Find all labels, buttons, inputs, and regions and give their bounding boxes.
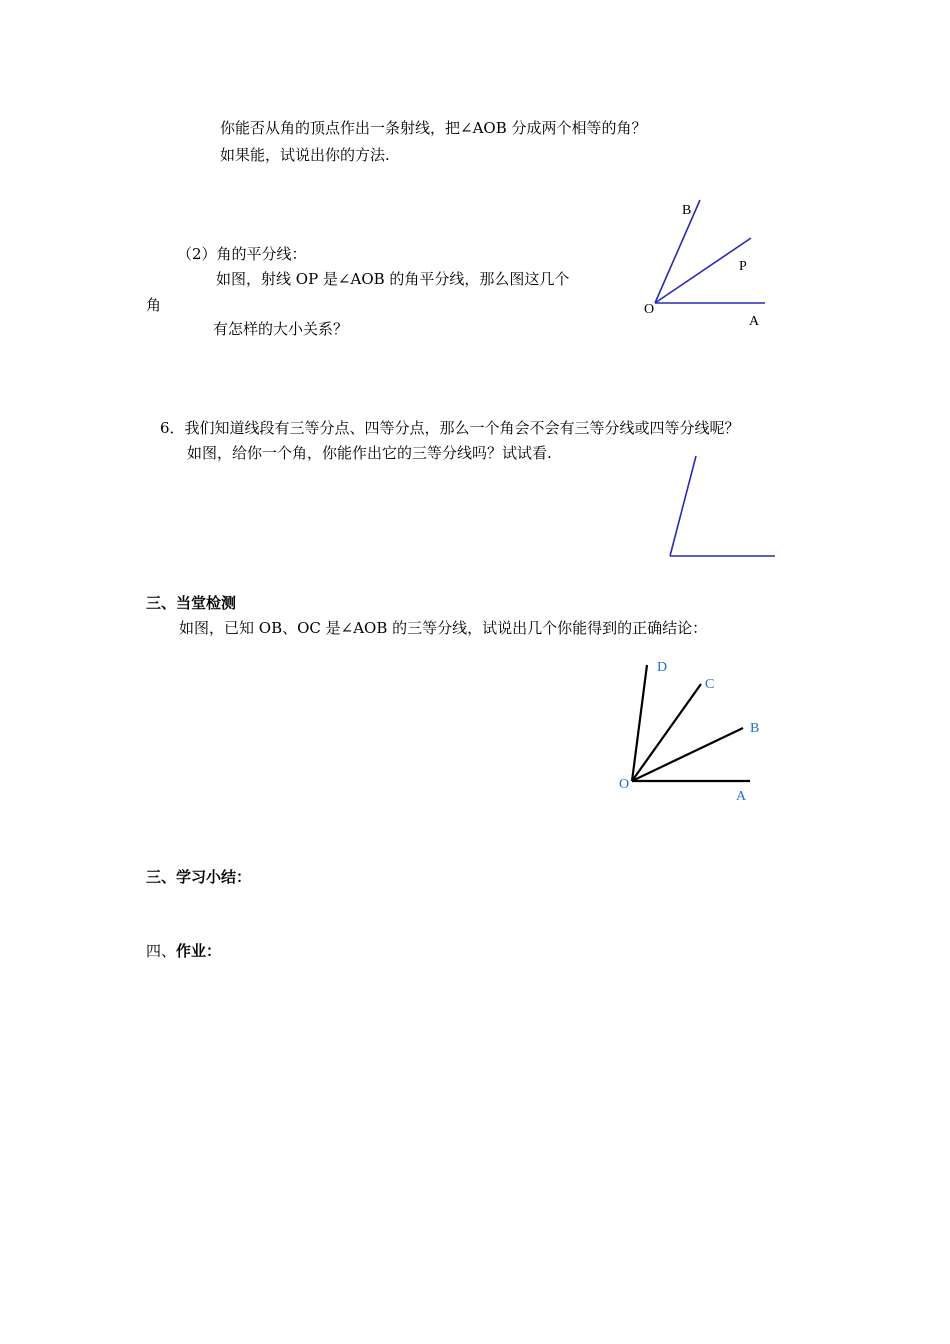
question-6-line-2: 如图，给你一个角，你能作出它的三等分线吗？试试看. xyxy=(187,444,552,462)
angle-side-upper xyxy=(670,456,696,556)
label-a: A xyxy=(749,314,760,329)
bisector-figure xyxy=(640,195,780,335)
bisector-heading: （2）角的平分线： xyxy=(177,245,307,263)
question-6-line-1: 6．我们知道线段有三等分点、四等分点，那么一个角会不会有三等分线或四等分线呢？ xyxy=(160,419,740,437)
intro-line-1: 你能否从角的顶点作出一条射线，把∠AOB 分成两个相等的角？ xyxy=(220,119,647,137)
bisector-line-1: 如图，射线 OP 是∠AOB 的角平分线，那么图这几个 xyxy=(216,270,570,288)
label-o: O xyxy=(644,302,655,317)
bisector-line-1-wrap: 角 xyxy=(146,296,162,314)
label-b: B xyxy=(750,721,760,736)
label-c: C xyxy=(705,677,715,692)
trisect-figure xyxy=(660,450,790,565)
label-b: B xyxy=(682,203,692,218)
label-p: P xyxy=(739,259,747,274)
homework-prefix: 四、 xyxy=(146,942,177,960)
section-check-line-1: 如图，已知 OB、OC 是∠AOB 的三等分线，试说出几个你能得到的正确结论： xyxy=(179,619,708,637)
ray-ob xyxy=(632,728,743,781)
label-a: A xyxy=(736,789,747,804)
section-check-title: 三、当堂检测 xyxy=(146,594,237,612)
label-d: D xyxy=(657,660,668,675)
section-summary-title: 三、学习小结： xyxy=(146,868,252,886)
check-figure xyxy=(610,650,790,810)
intro-line-2: 如果能，试说出你的方法. xyxy=(220,146,390,164)
homework-label: 作业： xyxy=(176,942,222,960)
section-homework-title xyxy=(146,942,221,960)
label-o: O xyxy=(619,777,630,792)
bisector-line-2: 有怎样的大小关系？ xyxy=(213,320,349,338)
